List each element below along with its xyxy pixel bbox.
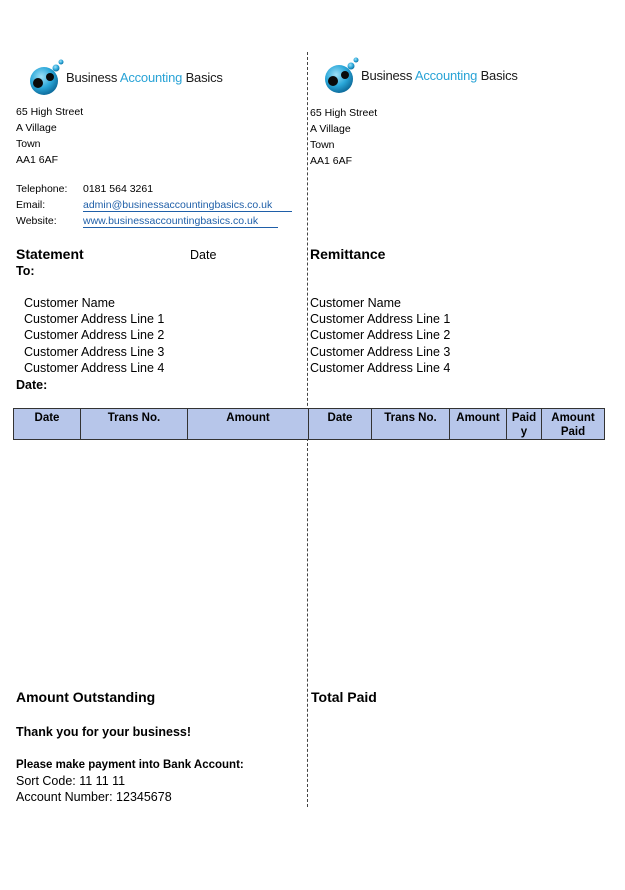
total-paid-label: Total Paid <box>311 689 377 705</box>
column-header-amount-paid: Amount Paid <box>542 409 605 440</box>
column-header-trans-no: Trans No. <box>372 409 450 440</box>
telephone-label: Telephone: <box>16 183 68 195</box>
website-label: Website: <box>16 215 57 227</box>
address-line: A Village <box>16 122 57 134</box>
customer-name: Customer Name <box>24 296 115 310</box>
column-header-paid: Paid y <box>507 409 542 440</box>
email-label: Email: <box>16 199 46 211</box>
customer-address-line: Customer Address Line 4 <box>24 360 165 375</box>
address-line: Town <box>310 139 335 151</box>
email-link[interactable]: admin@businessaccountingbasics.co.uk <box>83 199 292 212</box>
website-link[interactable]: www.businessaccountingbasics.co.uk <box>83 215 278 228</box>
statement-date-field-label: Date: <box>16 378 48 392</box>
statement-date-label: Date <box>190 248 217 262</box>
bubbles-logo-icon <box>323 56 359 94</box>
customer-address-line: Customer Address Line 1 <box>310 312 451 327</box>
customer-address-line: Customer Address Line 3 <box>310 344 451 359</box>
column-header-trans-no: Trans No. <box>81 409 188 440</box>
company-address-right <box>310 105 377 169</box>
column-header-date: Date <box>14 409 81 440</box>
address-line: 65 High Street <box>16 106 84 118</box>
customer-address-line: Customer Address Line 3 <box>24 344 165 359</box>
company-name: Business Accounting Basics <box>361 67 518 83</box>
amount-outstanding-label: Amount Outstanding <box>16 689 156 705</box>
statement-customer-block <box>24 295 164 376</box>
address-line: AA1 6AF <box>16 154 59 166</box>
bubbles-logo-icon <box>28 58 64 96</box>
thank-you-message: Thank you for your business! <box>16 725 192 739</box>
company-address-left <box>16 104 83 168</box>
company-name: Business Accounting Basics <box>66 69 223 85</box>
column-header-date: Date <box>309 409 372 440</box>
customer-address-line: Customer Address Line 4 <box>310 360 451 375</box>
address-line: 65 High Street <box>310 107 378 119</box>
customer-address-line: Customer Address Line 2 <box>310 328 451 343</box>
address-line: Town <box>16 138 41 150</box>
column-header-amount: Amount <box>450 409 507 440</box>
statement-to-label: To: <box>16 264 35 278</box>
company-logo-right <box>323 56 518 94</box>
sort-code: Sort Code: 11 11 11 <box>16 774 126 788</box>
statement-table <box>13 408 309 440</box>
account-number: Account Number: 12345678 <box>16 790 172 804</box>
telephone-value: 0181 564 3261 <box>83 183 154 195</box>
customer-address-line: Customer Address Line 1 <box>24 312 165 327</box>
remittance-table <box>308 408 605 440</box>
customer-address-line: Customer Address Line 2 <box>24 328 165 343</box>
remittance-customer-block <box>310 295 450 376</box>
address-line: A Village <box>310 123 351 135</box>
remittance-title: Remittance <box>310 246 386 262</box>
column-header-amount: Amount <box>188 409 309 440</box>
payment-instructions-heading: Please make payment into Bank Account: <box>16 759 244 771</box>
customer-name: Customer Name <box>310 296 401 310</box>
statement-title: Statement <box>16 246 84 262</box>
company-logo-left <box>28 58 223 96</box>
address-line: AA1 6AF <box>310 155 353 167</box>
